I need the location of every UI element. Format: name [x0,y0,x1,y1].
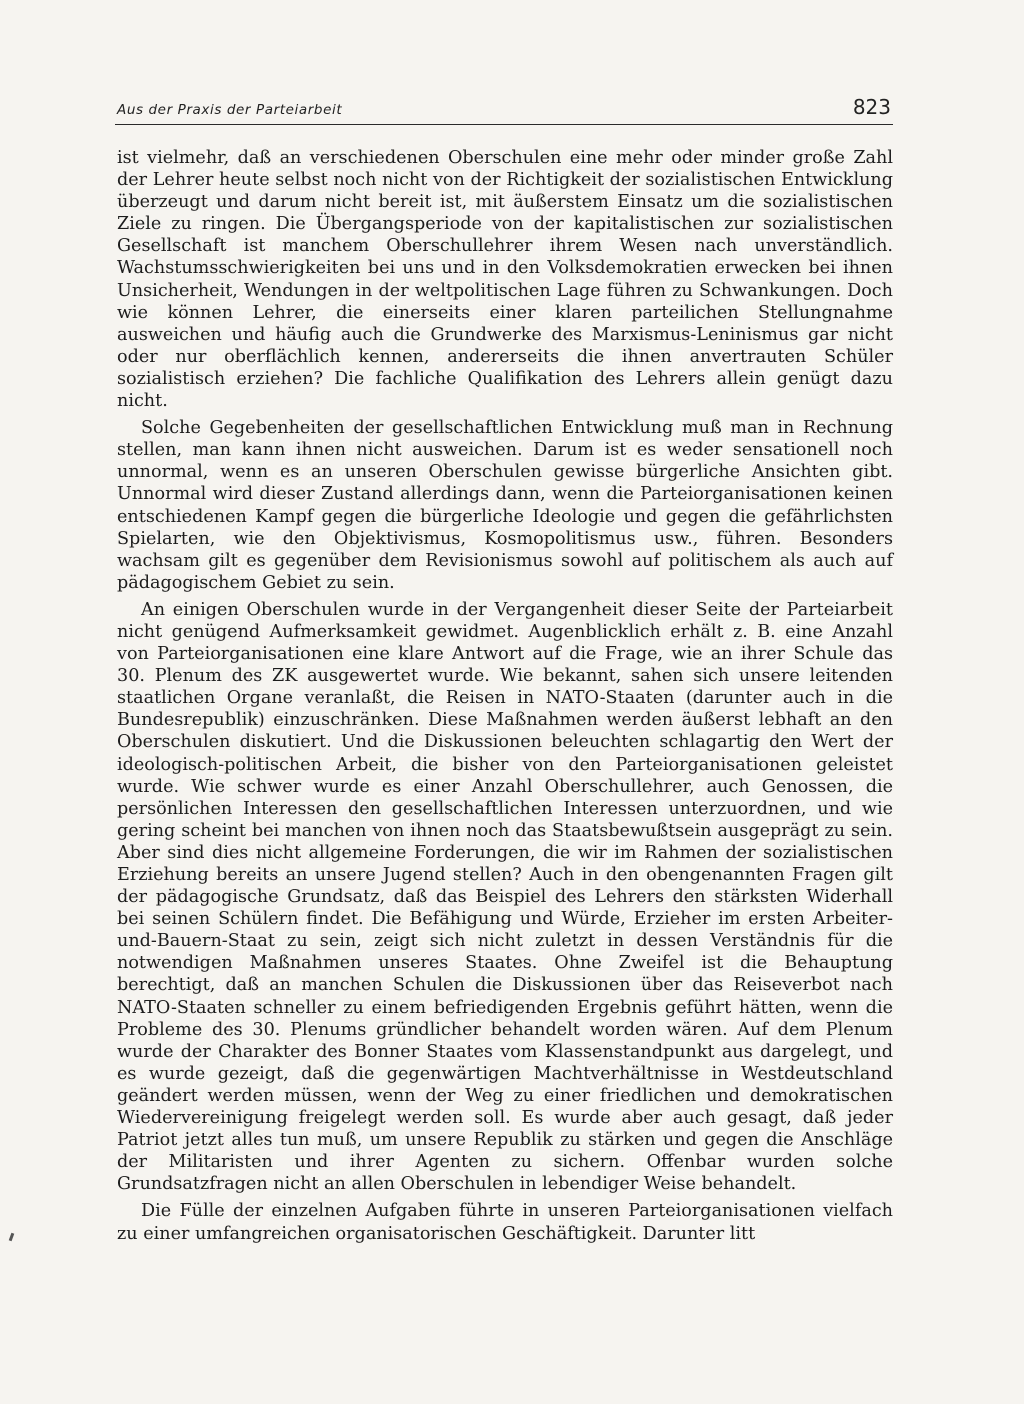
paragraph: Die Fülle der einzelnen Aufgaben führte in unseren Parteiorganisationen vielfach zu einer umfangreichen organisatorischen Geschäftigkeit. Darunter litt [117,1201,893,1244]
paragraph: An einigen Oberschulen wurde in der Vergangenheit dieser Seite der Parteiarbeit nicht genügend Aufmerksamkeit gewidmet. Augenblicklich erhält z. B. eine Anzahl von Parteiorganisationen eine klare Antwort auf die Frage, wie an ihrer Schule das 30. Plenum des ZK ausgewertet wurde. Wie bekannt, sahen sich unsere leitenden staatlichen Organe veranlaßt, die Reisen in NATO-Staaten (darunter auch in die Bundesrepublik) einzuschränken. Diese Maßnahmen werden äußerst lebhaft an den Oberschulen diskutiert. Und die Diskussionen beleuchten schlagartig den Wert der ideologisch-politischen Arbeit, die bisher von den Parteiorganisationen geleistet wurde. Wie schwer wurde es einer Anzahl Oberschullehrer, auch Genossen, die persönlichen Interessen den gesellschaftlichen Interessen unterzuordnen, und wie gering scheint bei manchen von ihnen noch das Staatsbewußtsein ausgeprägt zu sein. Aber sind dies nicht allgemeine Forderungen, die wir im Rahmen der sozialistischen Erziehung bereits an unsere Jugend stellen? Auch in den obengenannten Fragen gilt der pädagogische Grundsatz, daß das Beispiel des Lehrers den stärksten Widerhall bei seinen Schülern findet. Die Befähigung und Würde, Erzieher im ersten Arbeiter-und-Bauern-Staat zu sein, zeigt sich nicht zuletzt in dessen Verständnis für die notwendigen Maßnahmen unseres Staates. Ohne Zweifel ist die Behauptung berechtigt, daß an manchen Schulen die Diskussionen über das Reiseverbot nach NATO-Staaten schneller zu einem befriedigenden Ergebnis geführt hätten, wenn die Probleme des 30. Plenums gründlicher behandelt worden wären. Auf dem Plenum wurde der Charakter des Bonner Staates vom Klassenstandpunkt aus dargelegt, und es wurde gezeigt, daß die gegenwärtigen Machtverhältnisse in Westdeutschland geändert werden müssen, wenn der Weg zu einer friedlichen und demokratischen Wiedervereinigung freigelegt werden soll. Es wurde aber auch gesagt, daß jeder Patriot jetzt alles tun muß, um unsere Republik zu stärken und gegen die Anschläge der Militaristen und ihrer Agenten zu sichern. Offenbar wurden solche Grundsatzfragen nicht an allen Oberschulen in lebendiger Weise behandelt. [117,599,893,1195]
margin-speck [9,1233,15,1242]
page-number: 823 [852,95,891,119]
running-header [115,94,893,125]
paragraph: Solche Gegebenheiten der gesellschaftlichen Entwicklung muß man in Rechnung stellen, man kann ihnen nicht ausweichen. Darum ist es weder sensationell noch unnormal, wenn es an unseren Oberschulen gewisse bürgerliche Ansichten gibt. Unnormal wird dieser Zustand allerdings dann, wenn die Parteiorganisationen keinen entschiedenen Kampf gegen die bürgerliche Ideologie und gegen die gefährlichsten Spielarten, wie den Objektivismus, Kosmopolitismus usw., führen. Besonders wachsam gilt es gegenüber dem Revisionismus sowohl auf politischem als auch auf pädagogischem Gebiet zu sein. [117,418,893,593]
body-text [117,147,893,1250]
running-header-title: Aus der Praxis der Parteiarbeit [117,102,343,118]
paragraph: ist vielmehr, daß an verschiedenen Oberschulen eine mehr oder minder große Zahl der Lehrer heute selbst noch nicht von der Richtigkeit der sozialistischen Entwicklung überzeugt und darum nicht bereit ist, mit äußerstem Einsatz um die sozialistischen Ziele zu ringen. Die Übergangsperiode von der kapitalistischen zur sozialistischen Gesellschaft ist manchem Oberschullehrer ihrem Wesen nach unverständlich. Wachstumsschwierigkeiten bei uns und in den Volksdemokratien erwecken bei ihnen Unsicherheit, Wendungen in der weltpolitischen Lage führen zu Schwankungen. Doch wie können Lehrer, die einerseits einer klaren parteilichen Stellungnahme ausweichen und häufig auch die Grundwerke des Marxismus-Leninismus gar nicht oder nur oberflächlich kennen, andererseits die ihnen anvertrauten Schüler sozialistisch erziehen? Die fachliche Qualifikation des Lehrers allein genügt dazu nicht. [117,148,893,412]
